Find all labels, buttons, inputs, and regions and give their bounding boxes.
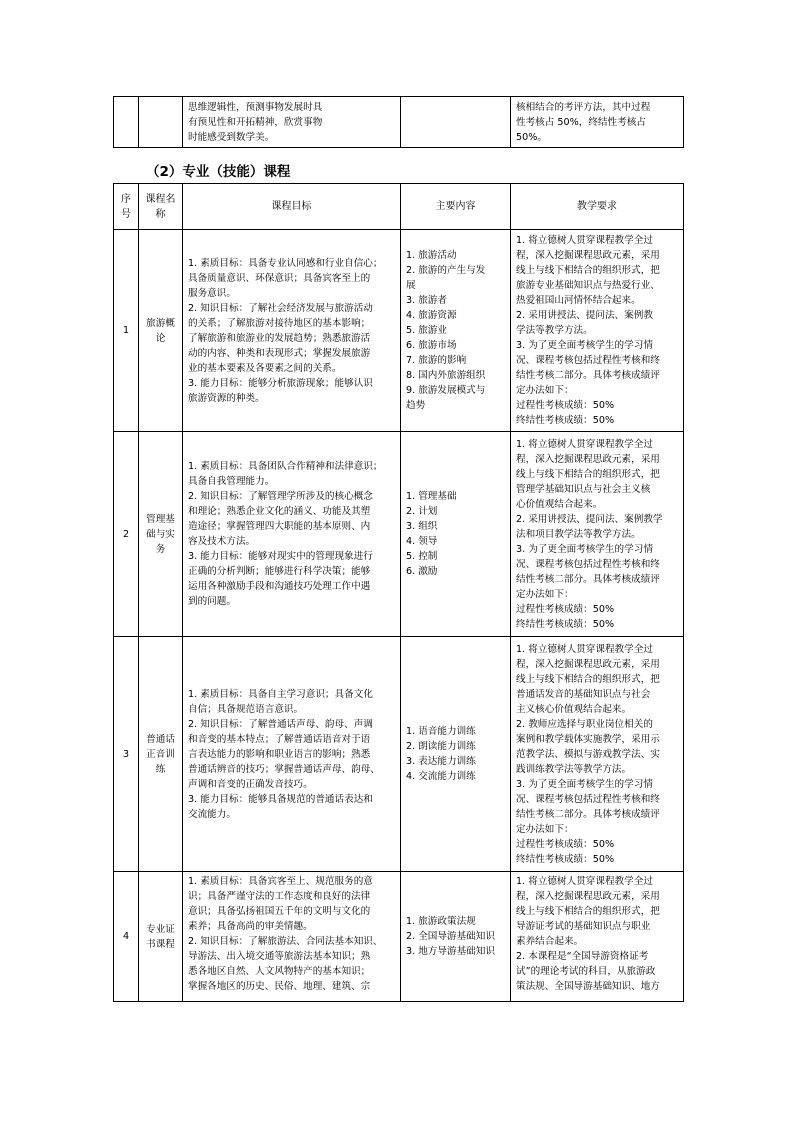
text-line: 业的基本要素及各要素之间的关系。 bbox=[188, 362, 342, 374]
text-line: 程，深入挖掘课程思政元素，采用 bbox=[516, 250, 660, 261]
text-line: 展 bbox=[406, 280, 416, 291]
text-line: 程，深入挖掘课程思政元素，采用 bbox=[516, 891, 660, 902]
text-line: 动的内容、种类和表现形式；掌握发展旅游 bbox=[188, 347, 371, 359]
text-line: 3. 地方导游基础知识 bbox=[406, 946, 495, 957]
text-line: 性考核占 50%，终结性考核占 bbox=[516, 116, 646, 128]
text-line: 1. 素质目标：具备团队合作精神和法律意识； bbox=[188, 461, 383, 472]
text-line: 3. 能力目标：能够分析旅游现象；能够认识 bbox=[188, 377, 373, 389]
cell-empty bbox=[139, 97, 183, 148]
text-line: 素养结合起来。 bbox=[516, 936, 584, 947]
table-row bbox=[114, 230, 684, 432]
course-content bbox=[401, 230, 511, 432]
header-name: 课程名称 bbox=[139, 184, 183, 230]
text-line: 意识；具备弘扬祖国五千年的文明与文化的 bbox=[188, 906, 371, 917]
text-line: 趋势 bbox=[406, 400, 426, 411]
text-line: 终结性考核成绩：50% bbox=[516, 415, 615, 426]
text-line: 案例和教学载体实施教学，采用示 bbox=[516, 733, 660, 745]
text-line: 1. 素质目标：具备自主学习意识；具备文化 bbox=[188, 688, 373, 700]
header-num: 序号 bbox=[114, 184, 139, 230]
text-line: 服务意识。 bbox=[188, 287, 236, 299]
text-line: 试”的理论考试的科目，从旅游政 bbox=[516, 966, 656, 977]
text-line: 2. 本课程是“全国导游资格证考 bbox=[516, 951, 649, 962]
text-line: 过程性考核成绩：50% bbox=[516, 838, 615, 850]
course-content bbox=[401, 637, 511, 872]
text-line: 程，深入挖掘课程思政元素，采用 bbox=[516, 658, 660, 670]
course-goal bbox=[183, 230, 401, 432]
text-line: 线上与线下相结合的组织形式，把 bbox=[516, 673, 660, 685]
table-row bbox=[114, 432, 684, 637]
text-line: 50%。 bbox=[516, 131, 547, 143]
text-line: 3. 能力目标：能够对现实中的管理现象进行 bbox=[188, 551, 373, 562]
row-num: 3 bbox=[114, 637, 139, 872]
text-line: 1. 语音能力训练 bbox=[406, 726, 476, 737]
course-name: 旅游概论 bbox=[139, 230, 183, 432]
text-line: 线上与线下相结合的组织形式，把 bbox=[516, 906, 660, 917]
text-line: 普通话辨音的技巧；掌握普通话声母、韵母、 bbox=[188, 763, 380, 775]
text-line: 容及技术方法。 bbox=[188, 536, 256, 547]
text-line: 线上与线下相结合的组织形式，把 bbox=[516, 468, 660, 480]
text-line: 心价值观结合起来。 bbox=[516, 498, 603, 510]
text-line: 终结性考核成绩：50% bbox=[516, 853, 615, 865]
text-line: 言表达能力的影响和职业语言的影响；熟悉 bbox=[188, 748, 371, 760]
text-line: 2. 朗读能力训练 bbox=[406, 741, 476, 752]
text-line: 交流能力。 bbox=[188, 808, 236, 820]
text-line: 的关系；了解旅游对接待地区的基本影响； bbox=[188, 317, 371, 329]
header-goal: 课程目标 bbox=[183, 184, 401, 230]
course-goal bbox=[183, 432, 401, 637]
course-name: 管理基础与实务 bbox=[139, 432, 183, 637]
cell-empty bbox=[401, 97, 511, 148]
text-line: 3. 为了更全面考核学生的学习情 bbox=[516, 543, 653, 555]
text-line: 旅游资源的种类。 bbox=[188, 392, 265, 404]
text-line: 终结性考核成绩：50% bbox=[516, 618, 615, 630]
text-line: 热爱祖国山河情怀结合起来。 bbox=[516, 295, 641, 306]
table-row bbox=[114, 872, 684, 1002]
text-line: 法和项目教学法等教学方法。 bbox=[516, 528, 641, 540]
text-line: 践训练教学法等教学方法。 bbox=[516, 763, 632, 775]
text-line: 结性考核二部分。具体考核成绩评 bbox=[516, 808, 660, 820]
course-goal bbox=[183, 637, 401, 872]
text-line: 范教学法、模拟与游戏教学法、实 bbox=[516, 748, 660, 760]
text-line: 导游证考试的基础知识点与职业 bbox=[516, 921, 651, 932]
text-line: 况、课程考核包括过程性考核和终 bbox=[516, 355, 660, 366]
text-line: 学法等教学方法。 bbox=[516, 325, 593, 336]
text-line: 2. 全国导游基础知识 bbox=[406, 931, 495, 942]
course-name: 专业证书课程 bbox=[139, 872, 183, 1002]
text-line: 思维逻辑性，预测事物发展时具 bbox=[188, 101, 323, 113]
text-line: 2. 教师应选择与职业岗位相关的 bbox=[516, 718, 653, 730]
row-num: 2 bbox=[114, 432, 139, 637]
text-line: 4. 交流能力训练 bbox=[406, 771, 476, 782]
text-line: 有预见性和开拓精神，欣赏事物 bbox=[188, 116, 323, 128]
text-line: 1. 将立德树人贯穿课程教学全过 bbox=[516, 643, 653, 655]
text-line: 2. 知识目标：了解旅游法、合同法基本知识、 bbox=[188, 936, 383, 947]
top-req-cell bbox=[511, 97, 684, 148]
text-line: 1. 旅游政策法规 bbox=[406, 916, 476, 927]
text-line: 2. 知识目标：了解社会经济发展与旅游活动 bbox=[188, 302, 373, 314]
course-goal bbox=[183, 872, 401, 1002]
course-content bbox=[401, 432, 511, 637]
course-table bbox=[113, 183, 684, 1002]
text-line: 识；具备严谨守法的工作态度和良好的法律 bbox=[188, 891, 371, 902]
text-line: 管理学基础知识点与社会主义核 bbox=[516, 483, 651, 495]
text-line: 4. 旅游资源 bbox=[406, 310, 457, 321]
text-line: 5. 旅游业 bbox=[406, 325, 447, 336]
text-line: 1. 将立德树人贯穿课程教学全过 bbox=[516, 235, 653, 246]
text-line: 况、课程考核包括过程性考核和终 bbox=[516, 558, 660, 570]
text-line: 3. 组织 bbox=[406, 521, 438, 532]
header-req: 教学要求 bbox=[511, 184, 684, 230]
text-line: 到的问题。 bbox=[188, 596, 236, 607]
text-line: 和音变的基本特点；了解普通话语音对于语 bbox=[188, 733, 371, 745]
text-line: 3. 为了更全面考核学生的学习情 bbox=[516, 778, 653, 790]
text-line: 3. 旅游者 bbox=[406, 295, 447, 306]
teaching-requirements bbox=[511, 230, 684, 432]
text-line: 主义核心价值观结合起来。 bbox=[516, 703, 632, 715]
text-line: 掌握各地区的历史、民俗、地理、建筑、宗 bbox=[188, 981, 371, 992]
text-line: 了解旅游和旅游业的发展趋势；熟悉旅游活 bbox=[188, 332, 371, 344]
text-line: 导游法、出入境交通等旅游法基本知识；熟 bbox=[188, 951, 371, 962]
text-line: 程，深入挖掘课程思政元素，采用 bbox=[516, 453, 660, 465]
text-line: 具备自我管理能力。 bbox=[188, 476, 275, 487]
text-line: 核相结合的考评方法，其中过程 bbox=[516, 101, 651, 113]
text-line: 线上与线下相结合的组织形式，把 bbox=[516, 265, 660, 276]
text-line: 运用各种激励手段和沟通技巧处理工作中遇 bbox=[188, 581, 371, 592]
cell-empty bbox=[114, 97, 139, 148]
text-line: 1. 旅游活动 bbox=[406, 250, 457, 261]
text-line: 9. 旅游发展模式与 bbox=[406, 385, 486, 396]
text-line: 况、课程考核包括过程性考核和终 bbox=[516, 793, 660, 805]
text-line: 8. 国内外旅游组织 bbox=[406, 370, 486, 381]
text-line: 6. 激励 bbox=[406, 566, 438, 577]
text-line: 过程性考核成绩：50% bbox=[516, 603, 615, 615]
text-line: 2. 采用讲授法、提问法、案例教学 bbox=[516, 513, 663, 525]
text-line: 1. 素质目标：具备宾客至上、规范服务的意 bbox=[188, 876, 373, 887]
top-goal-cell bbox=[183, 97, 401, 148]
row-num: 1 bbox=[114, 230, 139, 432]
text-line: 和理论；熟悉企业文化的涵义、功能及其塑 bbox=[188, 506, 371, 517]
text-line: 2. 采用讲授法、提问法、案例教 bbox=[516, 310, 653, 321]
text-line: 悉各地区自然、人文风物特产的基本知识； bbox=[188, 966, 371, 977]
teaching-requirements bbox=[511, 637, 684, 872]
text-line: 6. 旅游市场 bbox=[406, 340, 457, 351]
teaching-requirements bbox=[511, 872, 684, 1002]
text-line: 正确的分析判断；能够进行科学决策；能够 bbox=[188, 566, 371, 577]
header-content: 主要内容 bbox=[401, 184, 511, 230]
text-line: 1. 将立德树人贯穿课程教学全过 bbox=[516, 876, 653, 887]
text-line: 定办法如下： bbox=[516, 588, 574, 600]
text-line: 旅游专业基础知识点与热爱行业、 bbox=[516, 280, 660, 291]
text-line: 结性考核二部分。具体考核成绩评 bbox=[516, 573, 660, 585]
continued-table-fragment bbox=[113, 96, 684, 148]
row-num: 4 bbox=[114, 872, 139, 1002]
text-line: 3. 能力目标：能够具备规范的普通话表达和 bbox=[188, 793, 373, 805]
text-line: 过程性考核成绩：50% bbox=[516, 400, 615, 411]
text-line: 3. 为了更全面考核学生的学习情 bbox=[516, 340, 653, 351]
text-line: 定办法如下： bbox=[516, 385, 574, 396]
text-line: 1. 管理基础 bbox=[406, 491, 457, 502]
text-line: 1. 将立德树人贯穿课程教学全过 bbox=[516, 438, 653, 450]
text-line: 2. 知识目标：了解普通话声母、韵母、声调 bbox=[188, 718, 373, 730]
text-line: 3. 表达能力训练 bbox=[406, 756, 476, 767]
teaching-requirements bbox=[511, 432, 684, 637]
text-line: 素养；具备高尚的审美情趣。 bbox=[188, 921, 313, 932]
text-line: 声调和音变的正确发音技巧。 bbox=[188, 778, 313, 790]
text-line: 4. 领导 bbox=[406, 536, 438, 547]
text-line: 2. 旅游的产生与发 bbox=[406, 265, 486, 276]
course-name: 普通话正音训练 bbox=[139, 637, 183, 872]
text-line: 结性考核二部分。具体考核成绩评 bbox=[516, 370, 660, 381]
text-line: 普通话发音的基础知识点与社会 bbox=[516, 688, 651, 700]
text-line: 定办法如下： bbox=[516, 823, 574, 835]
text-line: 2. 知识目标：了解管理学所涉及的核心概念 bbox=[188, 491, 373, 502]
text-line: 2. 计划 bbox=[406, 506, 438, 517]
table-header-row bbox=[114, 184, 684, 230]
course-content bbox=[401, 872, 511, 1002]
text-line: 具备质量意识、环保意识；具备宾客至上的 bbox=[188, 272, 371, 284]
text-line: 1. 素质目标：具备专业认同感和行业自信心； bbox=[188, 257, 383, 269]
table-row bbox=[114, 97, 684, 148]
text-line: 时能感受到数学美。 bbox=[188, 131, 275, 143]
text-line: 5. 控制 bbox=[406, 551, 438, 562]
text-line: 策法规、全国导游基础知识、地方 bbox=[516, 981, 660, 992]
table-row bbox=[114, 637, 684, 872]
section-title: （2）专业（技能）课程 bbox=[146, 164, 291, 180]
text-line: 7. 旅游的影响 bbox=[406, 355, 467, 366]
text-line: 造途径；掌握管理四大职能的基本原则、内 bbox=[188, 521, 371, 532]
text-line: 自信；具备规范语言意识。 bbox=[188, 703, 304, 715]
